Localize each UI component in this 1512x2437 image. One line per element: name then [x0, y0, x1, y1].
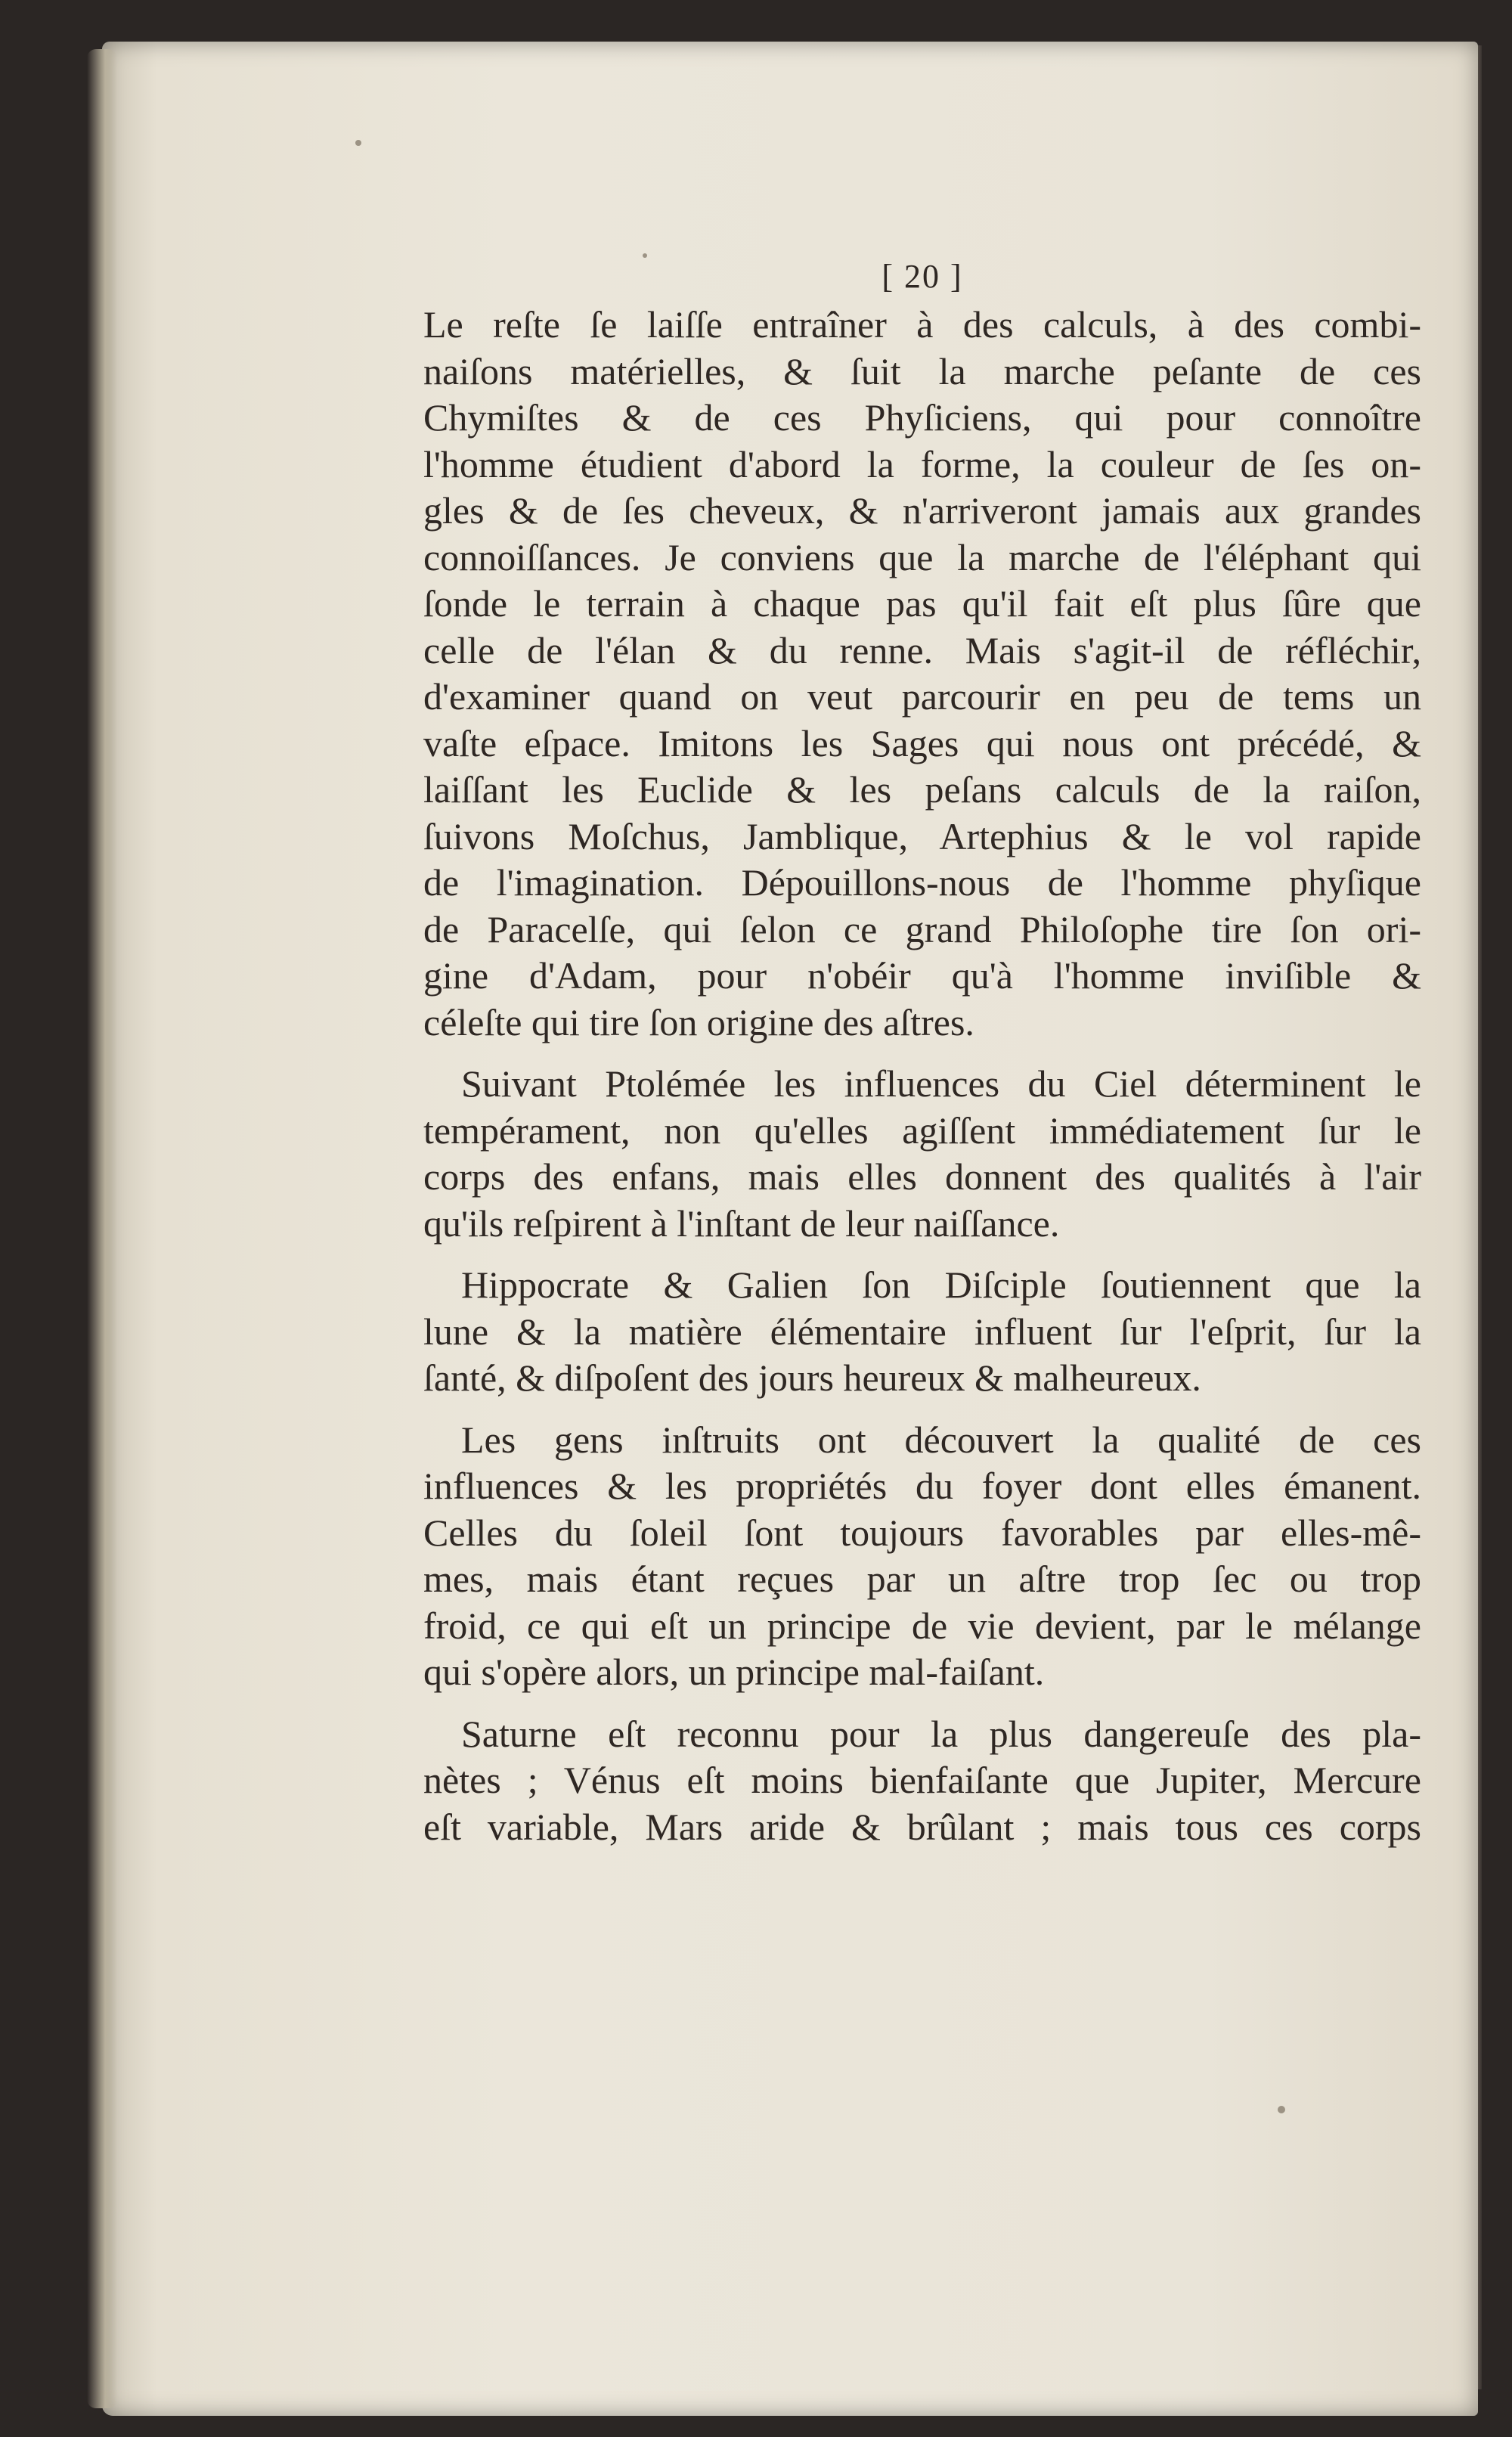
- page-content: [423, 258, 1421, 1865]
- text-line: de Paracelſe, qui ſelon ce grand Philoſophe tire ſon ori-: [423, 907, 1421, 950]
- text-line: Les gens inſtruits ont découvert la qualité de ces: [461, 1418, 1421, 1461]
- text-line: tempérament, non qu'elles agiſſent immédiatement ſur le: [423, 1108, 1421, 1152]
- paragraph-1: [423, 302, 1421, 1046]
- text-line: Saturne eſt reconnu pour la plus dangereuſe des pla-: [461, 1712, 1421, 1755]
- text-line: ſonde le terrain à chaque pas qu'il fait eſt plus ſûre que: [423, 582, 1421, 625]
- text-line: qui s'opère alors, un principe mal-faiſant.: [423, 1651, 1045, 1693]
- paragraph-3: [423, 1262, 1421, 1402]
- text-line: eſt variable, Mars aride & brûlant ; mais tous ces corps: [423, 1805, 1421, 1848]
- text-line: lune & la matière élémentaire influent ſur l'eſprit, ſur la: [423, 1310, 1421, 1353]
- text-line: l'homme étudient d'abord la forme, la couleur de ſes on-: [423, 442, 1421, 485]
- text-line: connoiſſances. Je conviens que la marche de l'éléphant qui: [423, 535, 1421, 578]
- text-line: Suivant Ptolémée les influences du Ciel déterminent le: [461, 1062, 1421, 1105]
- text-line: vaſte eſpace. Imitons les Sages qui nous ont précédé, &: [423, 721, 1421, 764]
- text-line: corps des enfans, mais elles donnent des qualités à l'air: [423, 1155, 1421, 1198]
- paragraph-4: [423, 1417, 1421, 1696]
- text-line: ſuivons Moſchus, Jamblique, Artephius & le vol rapide: [423, 814, 1421, 857]
- text-line: ſanté, & diſpoſent des jours heureux & malheureux.: [423, 1356, 1201, 1399]
- text-line: celle de l'élan & du renne. Mais s'agit-il de réfléchir,: [423, 628, 1421, 671]
- text-line: froid, ce qui eſt un principe de vie devient, par le mélange: [423, 1604, 1421, 1647]
- paper-spot: [355, 140, 361, 146]
- text-line: Chymiſtes & de ces Phyſiciens, qui pour connoître: [423, 396, 1421, 439]
- text-line: Le reſte ſe laiſſe entraîner à des calculs, à des combi-: [423, 303, 1421, 346]
- text-line: mes, mais étant reçues par un aſtre trop ſec ou trop: [423, 1558, 1421, 1600]
- text-line: Hippocrate & Galien ſon Diſciple ſoutiennent que la: [461, 1263, 1421, 1306]
- text-line: d'examiner quand on veut parcourir en peu de tems un: [423, 675, 1421, 718]
- text-line: qu'ils reſpirent à l'inſtant de leur naiſſance.: [423, 1201, 1060, 1245]
- text-line: céleſte qui tire ſon origine des aſtres.: [423, 1000, 974, 1043]
- text-line: nètes ; Vénus eſt moins bienfaiſante que Jupiter, Mercure: [423, 1759, 1421, 1801]
- text-line: influences & les propriétés du foyer dont elles émanent.: [423, 1465, 1421, 1507]
- text-line: naiſons matérielles, & ſuit la marche peſante de ces: [423, 349, 1421, 392]
- paragraph-2: [423, 1061, 1421, 1247]
- text-line: de l'imagination. Dépouillons-nous de l'homme phyſique: [423, 861, 1421, 904]
- paragraph-5: [423, 1711, 1421, 1851]
- text-line: Celles du ſoleil ſont toujours favorables par elles-mê-: [423, 1511, 1421, 1554]
- text-line: laiſſant les Euclide & les peſans calculs de la raiſon,: [423, 768, 1421, 811]
- text-line: gles & de ſes cheveux, & n'arriveront jamais aux grandes: [423, 489, 1421, 532]
- page-number: [ 20 ]: [881, 258, 963, 295]
- text-line: gine d'Adam, pour n'obéir qu'à l'homme inviſible &: [423, 954, 1421, 997]
- paper-spot: [1278, 2106, 1285, 2113]
